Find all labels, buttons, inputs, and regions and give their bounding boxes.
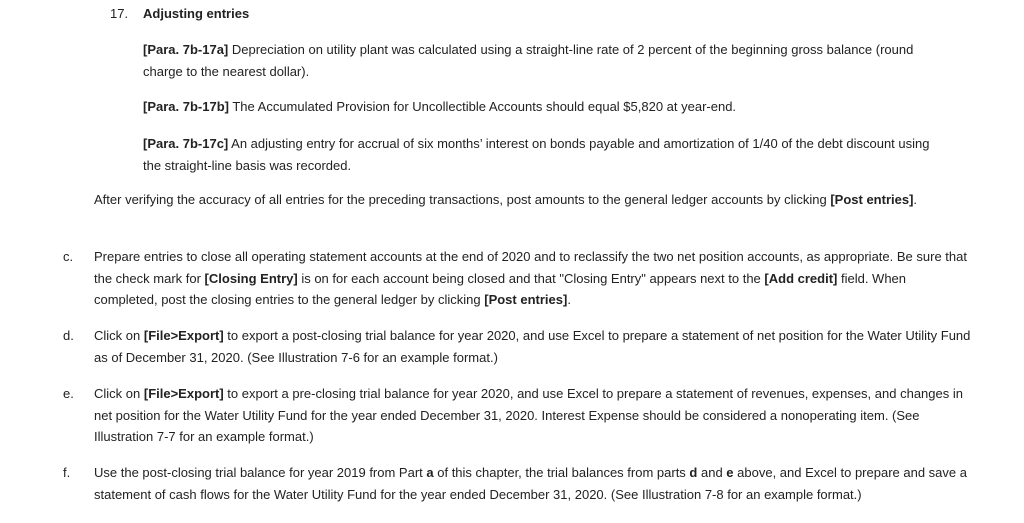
- item-17-title: Adjusting entries: [143, 6, 250, 21]
- post-entries-command: [Post entries]: [830, 192, 914, 207]
- item-letter-c: c.: [63, 249, 74, 264]
- item-letter-e: e.: [63, 386, 74, 401]
- para-text: The Accumulated Provision for Uncollectible Accounts should equal $5,820 at year-end.: [228, 99, 737, 114]
- item-letter-d: d.: [63, 328, 74, 343]
- adjusting-entry-c: [143, 133, 943, 176]
- item-letter-f: f.: [63, 465, 71, 480]
- file-export-command: [File>Export]: [143, 386, 224, 401]
- para-ref: [Para. 7b-17c]: [143, 136, 229, 151]
- para-ref: [Para. 7b-17b]: [143, 99, 229, 114]
- item-d-text: Click on [File>Export] to export a post-closing trial balance for year 2020, and use Excel to prepare a statement of net position for the Water Utility Fund as of December 31, 2020. (See Illustration 7-6 for an example format.): [94, 328, 971, 365]
- add-credit-command: [Add credit]: [764, 270, 838, 286]
- item-c-text: Prepare entries to close all operating statement accounts at the end of 2020 and to reclassify the two net position accounts, as appropriate. Be sure that the check mark for [Closing Entry] is on for each account being closed and that "Closing Entry" appears next to the [Add credit] field. When completed, post the closing entries to the general ledger by clicking [Post entries].: [94, 249, 967, 307]
- para-ref: [Para. 7b-17a]: [143, 42, 229, 57]
- item-e-text: Click on [File>Export] to export a pre-closing trial balance for year 2020, and use Excel to prepare a statement of revenues, expenses, and changes in net position for the Water Utility Fund for the year ended December 31, 2020. Interest Expense should be considered a nonoperating item. (See Illustration 7-7 for an example format.): [94, 386, 963, 444]
- post-entries-command: [Post entries]: [484, 292, 568, 307]
- post-entries-instruction: After verifying the accuracy of all entries for the preceding transactions, post amounts to the general ledger accounts by clicking [Post entries].: [94, 192, 918, 207]
- para-text: Depreciation on utility plant was calculated using a straight-line rate of 2 percent of the beginning gross balance (round charge to the nearest dollar).: [143, 42, 914, 79]
- adjusting-entry-a: [143, 39, 943, 82]
- file-export-command: [File>Export]: [143, 328, 224, 343]
- item-17-number: 17.: [110, 6, 129, 21]
- part-e-ref: e: [726, 465, 734, 480]
- adjusting-entry-b: [143, 96, 943, 118]
- para-text: An adjusting entry for accrual of six months’ interest on bonds payable and amortization of 1/40 of the debt discount using the straight-line basis was recorded.: [143, 136, 930, 173]
- item-f-text: Use the post-closing trial balance for year 2019 from Part a of this chapter, the trial balances from parts d and e above, and Excel to prepare and save a statement of cash flows for the Water Utility Fund for the year ended December 31, 2020. (See Illustration 7-8 for an example format.): [94, 465, 967, 502]
- part-a-ref: a: [426, 465, 434, 480]
- part-d-ref: d: [689, 465, 698, 480]
- closing-entry-command: [Closing Entry]: [204, 270, 298, 286]
